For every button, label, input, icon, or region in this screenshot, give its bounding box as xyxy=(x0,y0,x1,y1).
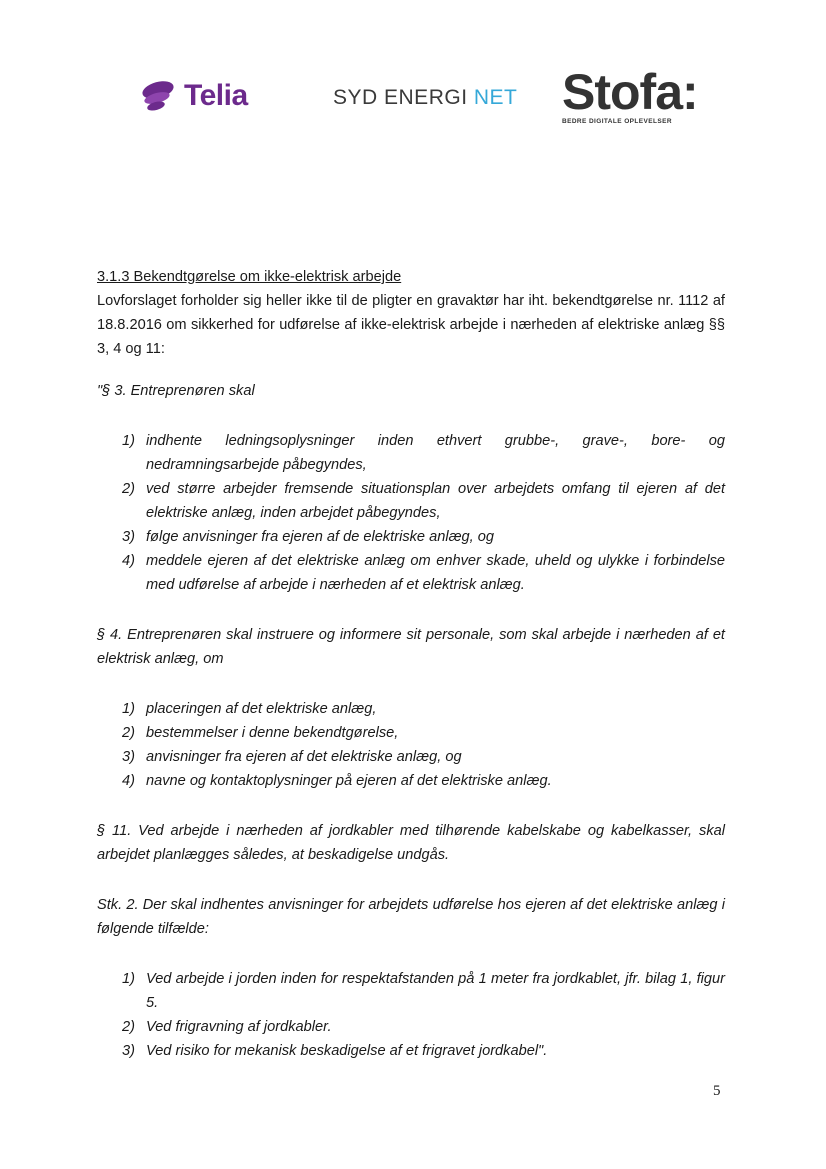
list-item: 1) Ved arbejde i jorden inden for respektafstanden på 1 meter fra jordkablet, jfr. bilag 1, figur 5. xyxy=(122,971,725,1011)
paragraph-4-list xyxy=(97,697,725,793)
stofa-wordmark: Stofa: xyxy=(562,64,698,120)
list-item: 3) Ved risiko for mekanisk beskadigelse af et frigravet jordkabel". xyxy=(122,1043,548,1059)
list-item: 3) anvisninger fra ejeren af det elektriske anlæg, og xyxy=(122,749,462,765)
list-item: 4) navne og kontaktoplysninger på ejeren af det elektriske anlæg. xyxy=(122,773,552,789)
syd-net-text: NET xyxy=(473,86,518,109)
list-item: 1) indhente ledningsoplysninger inden ethvert grubbe-, grave-, bore- og nedramningsarbejde påbegyndes, xyxy=(122,433,725,473)
list-item: 2) ved større arbejder fremsende situationsplan over arbejdets omfang til ejeren af det elektriske anlæg, inden arbejdet påbegyndes, xyxy=(122,481,725,521)
document-body xyxy=(97,265,725,1063)
stofa-tagline: BEDRE DIGITALE OPLEVELSER xyxy=(562,118,672,125)
list-item: 4) meddele ejeren af det elektriske anlæg om enhver skade, uheld og ulykke i forbindelse med udførelse af arbejde i nærheden af et elektrisk anlæg. xyxy=(122,553,725,593)
telia-pebble-icon xyxy=(138,76,178,116)
list-item: 1) placeringen af det elektriske anlæg, xyxy=(122,701,377,717)
paragraph-11-list xyxy=(97,967,725,1063)
telia-logo xyxy=(138,76,248,116)
paragraph-3-list xyxy=(97,429,725,597)
list-item: 2) Ved frigravning af jordkabler. xyxy=(122,1019,332,1035)
intro-paragraph: Lovforslaget forholder sig heller ikke til de pligter en gravaktør har iht. bekendtgørelse nr. 1112 af 18.8.2016 om sikkerhed for udførelse af ikke-elektrisk arbejde i nærheden af elektriske anlæg §§ 3, 4 og 11: xyxy=(97,293,725,357)
syd-energi-text: SYD ENERGI xyxy=(333,86,468,109)
section-heading: 3.1.3 Bekendtgørelse om ikke-elektrisk arbejde xyxy=(97,269,402,285)
syd-energi-logo xyxy=(333,86,517,110)
list-item: 3) følge anvisninger fra ejeren af de elektriske anlæg, og xyxy=(122,529,495,545)
list-item: 2) bestemmelser i denne bekendtgørelse, xyxy=(122,725,399,741)
paragraph-11-lead: § 11. Ved arbejde i nærheden af jordkabler med tilhørende kabelskabe og kabelkasser, skal arbejdet planlægges således, at beskadigelse undgås. xyxy=(97,823,725,863)
paragraph-11-stk2: Stk. 2. Der skal indhentes anvisninger for arbejdets udførelse hos ejeren af det elektriske anlæg i følgende tilfælde: xyxy=(97,897,725,937)
page-number: 5 xyxy=(713,1083,721,1099)
paragraph-4-lead: § 4. Entreprenøren skal instruere og informere sit personale, som skal arbejde i nærheden af et elektrisk anlæg, om xyxy=(97,627,725,667)
paragraph-3-lead: "§ 3. Entreprenøren skal xyxy=(97,383,255,399)
telia-wordmark: Telia xyxy=(184,79,248,112)
logo-row xyxy=(0,64,826,130)
stofa-logo xyxy=(562,64,698,125)
